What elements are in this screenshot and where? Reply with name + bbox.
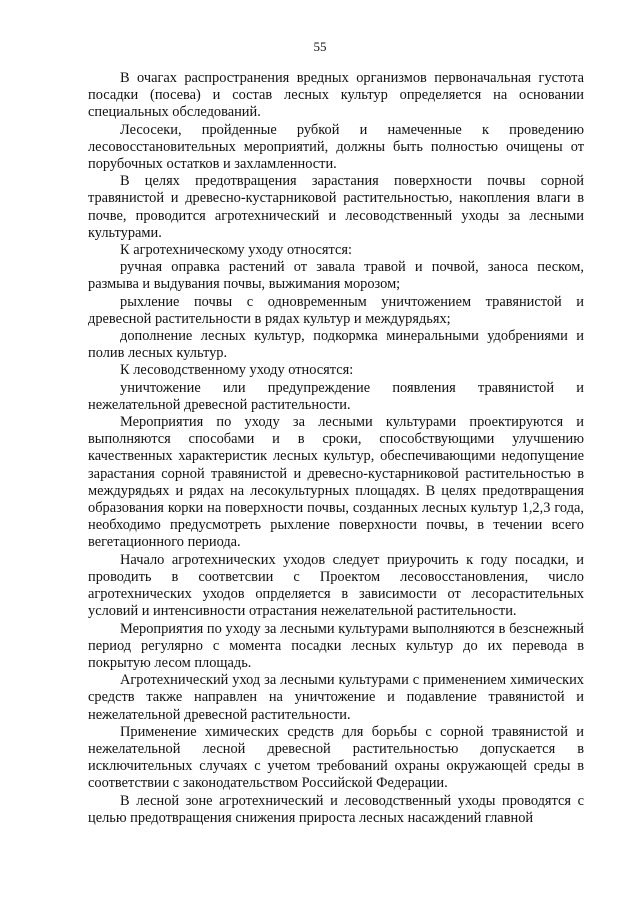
paragraph: В лесной зоне агротехнический и лесоводственный уходы проводятся с целью предотвращения снижения прироста лесных насаждений главной — [88, 792, 584, 826]
list-item: рыхление почвы с одновременным уничтожением травянистой и древесной растительности в рядах культур и междурядьях; — [88, 293, 584, 327]
paragraph: К агротехническому уходу относятся: — [120, 242, 352, 259]
page-number: 55 — [313, 39, 327, 54]
paragraph: В очагах распространения вредных организмов первоначальная густота посадки (посева) и состав лесных культур определяется на основании специальных обследований. — [88, 70, 584, 121]
paragraph: Агротехнический уход за лесными культурами с применением химических средств также направлен на уничтожение и подавление травянистой и нежелательной древесной растительности. — [88, 672, 584, 723]
list-item: уничтожение или предупреждение появления травянистой и нежелательной древесной растительности. — [88, 379, 584, 413]
paragraph: Начало агротехнических уходов следует приурочить к году посадки, и проводить в соответсвии с Проектом лесовосстановления, число агротехнических уходов опрделяется в зависимости от лесорастительных условий и интенсивности отрастания нежелательной растительности. — [88, 551, 584, 620]
list-item: ручная оправка растений от завала травой и почвой, заноса песком, размыва и выдувания почвы, выжимания морозом; — [88, 259, 584, 293]
paragraph: Мероприятия по уходу за лесными культурами выполняются в безснежный период регулярно с момента посадки лесных культур до их перевода в покрытую лесом площадь. — [88, 620, 584, 671]
paragraph: Лесосеки, пройденные рубкой и намеченные к проведению лесовосстановительных мероприятий, должны быть полностью очищены от порубочных остатков и захламленности. — [88, 121, 584, 173]
paragraph: К лесоводственному уходу относятся: — [120, 362, 354, 379]
list-item: дополнение лесных культур, подкормка минеральными удобрениями и полив лесных культур. — [88, 328, 584, 362]
paragraph: Применение химических средств для борьбы с сорной травянистой и нежелательной лесной древесной растительностью допускается в исключительных случаях с учетом требований охраны окружающей среды в соответствии с законодательством Российской Федерации. — [88, 723, 584, 792]
paragraph: Мероприятия по уходу за лесными культурами проектируются и выполняются способами и в сроки, способствующими улучшению качественных характеристик лесных культур, обеспечивающими недопущение зарастания сорной травянистой и древесно-кустарниковой растительностью в междурядьях и рядах на лесокультурных площадях. В целях предотвращения образования корки на поверхности почвы, созданных лесных культур 1,2,3 года, необходимо предусмотреть рыхление поверхности почвы, в течении всего вегетационного периода. — [88, 414, 584, 551]
paragraph: В целях предотвращения зарастания поверхности почвы сорной травянистой и древесно-кустарниковой растительностью, накопления влаги в почве, проводится агротехнический и лесоводственный уходы за лесными культурами. — [88, 173, 584, 241]
document-body — [88, 70, 584, 827]
